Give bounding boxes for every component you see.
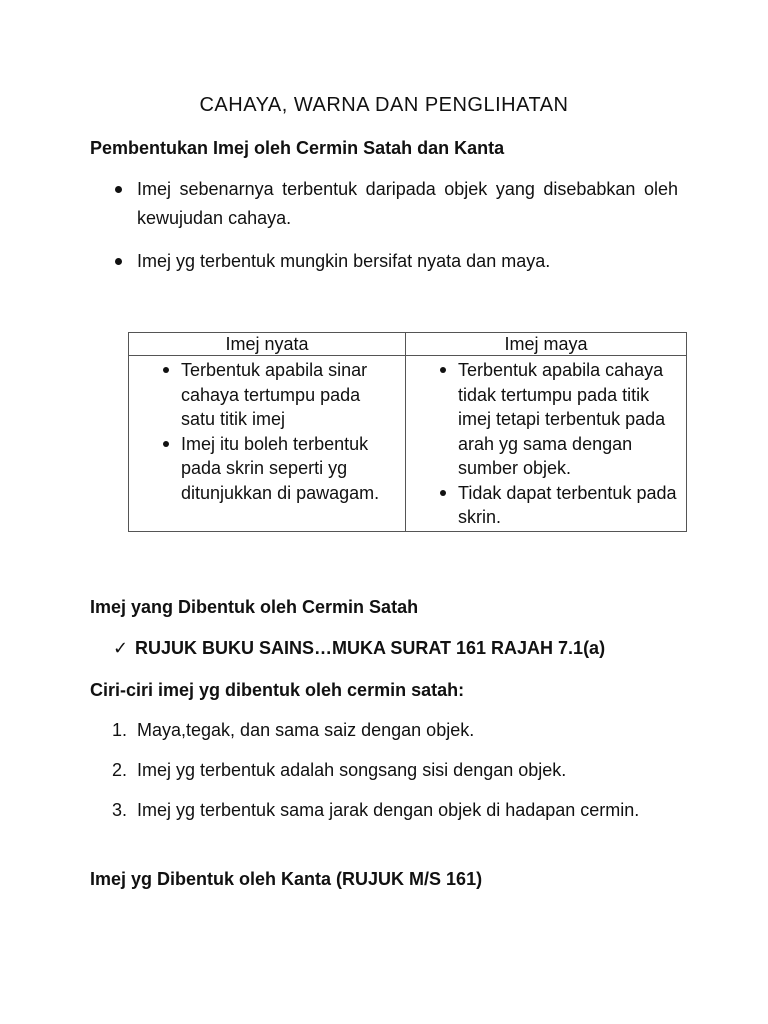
header-real-image: Imej nyata (129, 333, 406, 356)
section-heading-plane-mirror: Imej yang Dibentuk oleh Cermin Satah (90, 597, 419, 617)
section-heading-lens: Imej yg Dibentuk oleh Kanta (RUJUK M/S 161) (90, 869, 483, 889)
list-item (90, 756, 678, 785)
list-number: 1. (112, 720, 128, 740)
reference-note (113, 638, 605, 659)
list-item: Terbentuk apabila sinar cahaya tertumpu pada satu titik imej (133, 358, 397, 432)
document-title: CAHAYA, WARNA DAN PENGLIHATAN (199, 94, 569, 116)
header-virtual-image: Imej maya (406, 333, 687, 356)
list-text: Imej yg terbentuk adalah songsang sisi dengan objek. (137, 760, 567, 780)
list-number: 3. (112, 800, 128, 820)
list-item: Imej itu boleh terbentuk pada skrin seperti yg ditunjukkan di pawagam. (133, 432, 397, 506)
real-image-cell (129, 356, 406, 532)
list-item: Imej yg terbentuk mungkin bersifat nyata dan maya. (90, 247, 678, 276)
list-text: Imej yg terbentuk sama jarak dengan objek di hadapan cermin. (137, 800, 640, 820)
characteristics-list (90, 716, 678, 836)
table-row (129, 356, 687, 532)
virtual-image-list (410, 358, 678, 530)
section-heading-characteristics: Ciri-ciri imej yg dibentuk oleh cermin satah: (90, 680, 465, 700)
list-text: Maya,tegak, dan sama saiz dengan objek. (137, 720, 475, 740)
virtual-image-cell (406, 356, 687, 532)
intro-bullet-list (90, 175, 678, 290)
list-item: Tidak dapat terbentuk pada skrin. (410, 481, 678, 530)
list-item: Terbentuk apabila cahaya tidak tertumpu pada titik imej tetapi terbentuk pada arah yg sama dengan sumber objek. (410, 358, 678, 481)
image-comparison-table (128, 332, 687, 532)
real-image-list (133, 358, 397, 505)
list-item: Imej sebenarnya terbentuk daripada objek yang disebabkan oleh kewujudan cahaya. (90, 175, 678, 233)
list-item (90, 716, 678, 745)
section-heading-formation: Pembentukan Imej oleh Cermin Satah dan Kanta (90, 138, 505, 158)
checkmark-icon: ✓ (113, 638, 129, 658)
list-number: 2. (112, 760, 128, 780)
table-header-row (129, 333, 687, 356)
list-item (90, 796, 678, 825)
reference-text: RUJUK BUKU SAINS…MUKA SURAT 161 RAJAH 7.1(a) (135, 638, 606, 658)
